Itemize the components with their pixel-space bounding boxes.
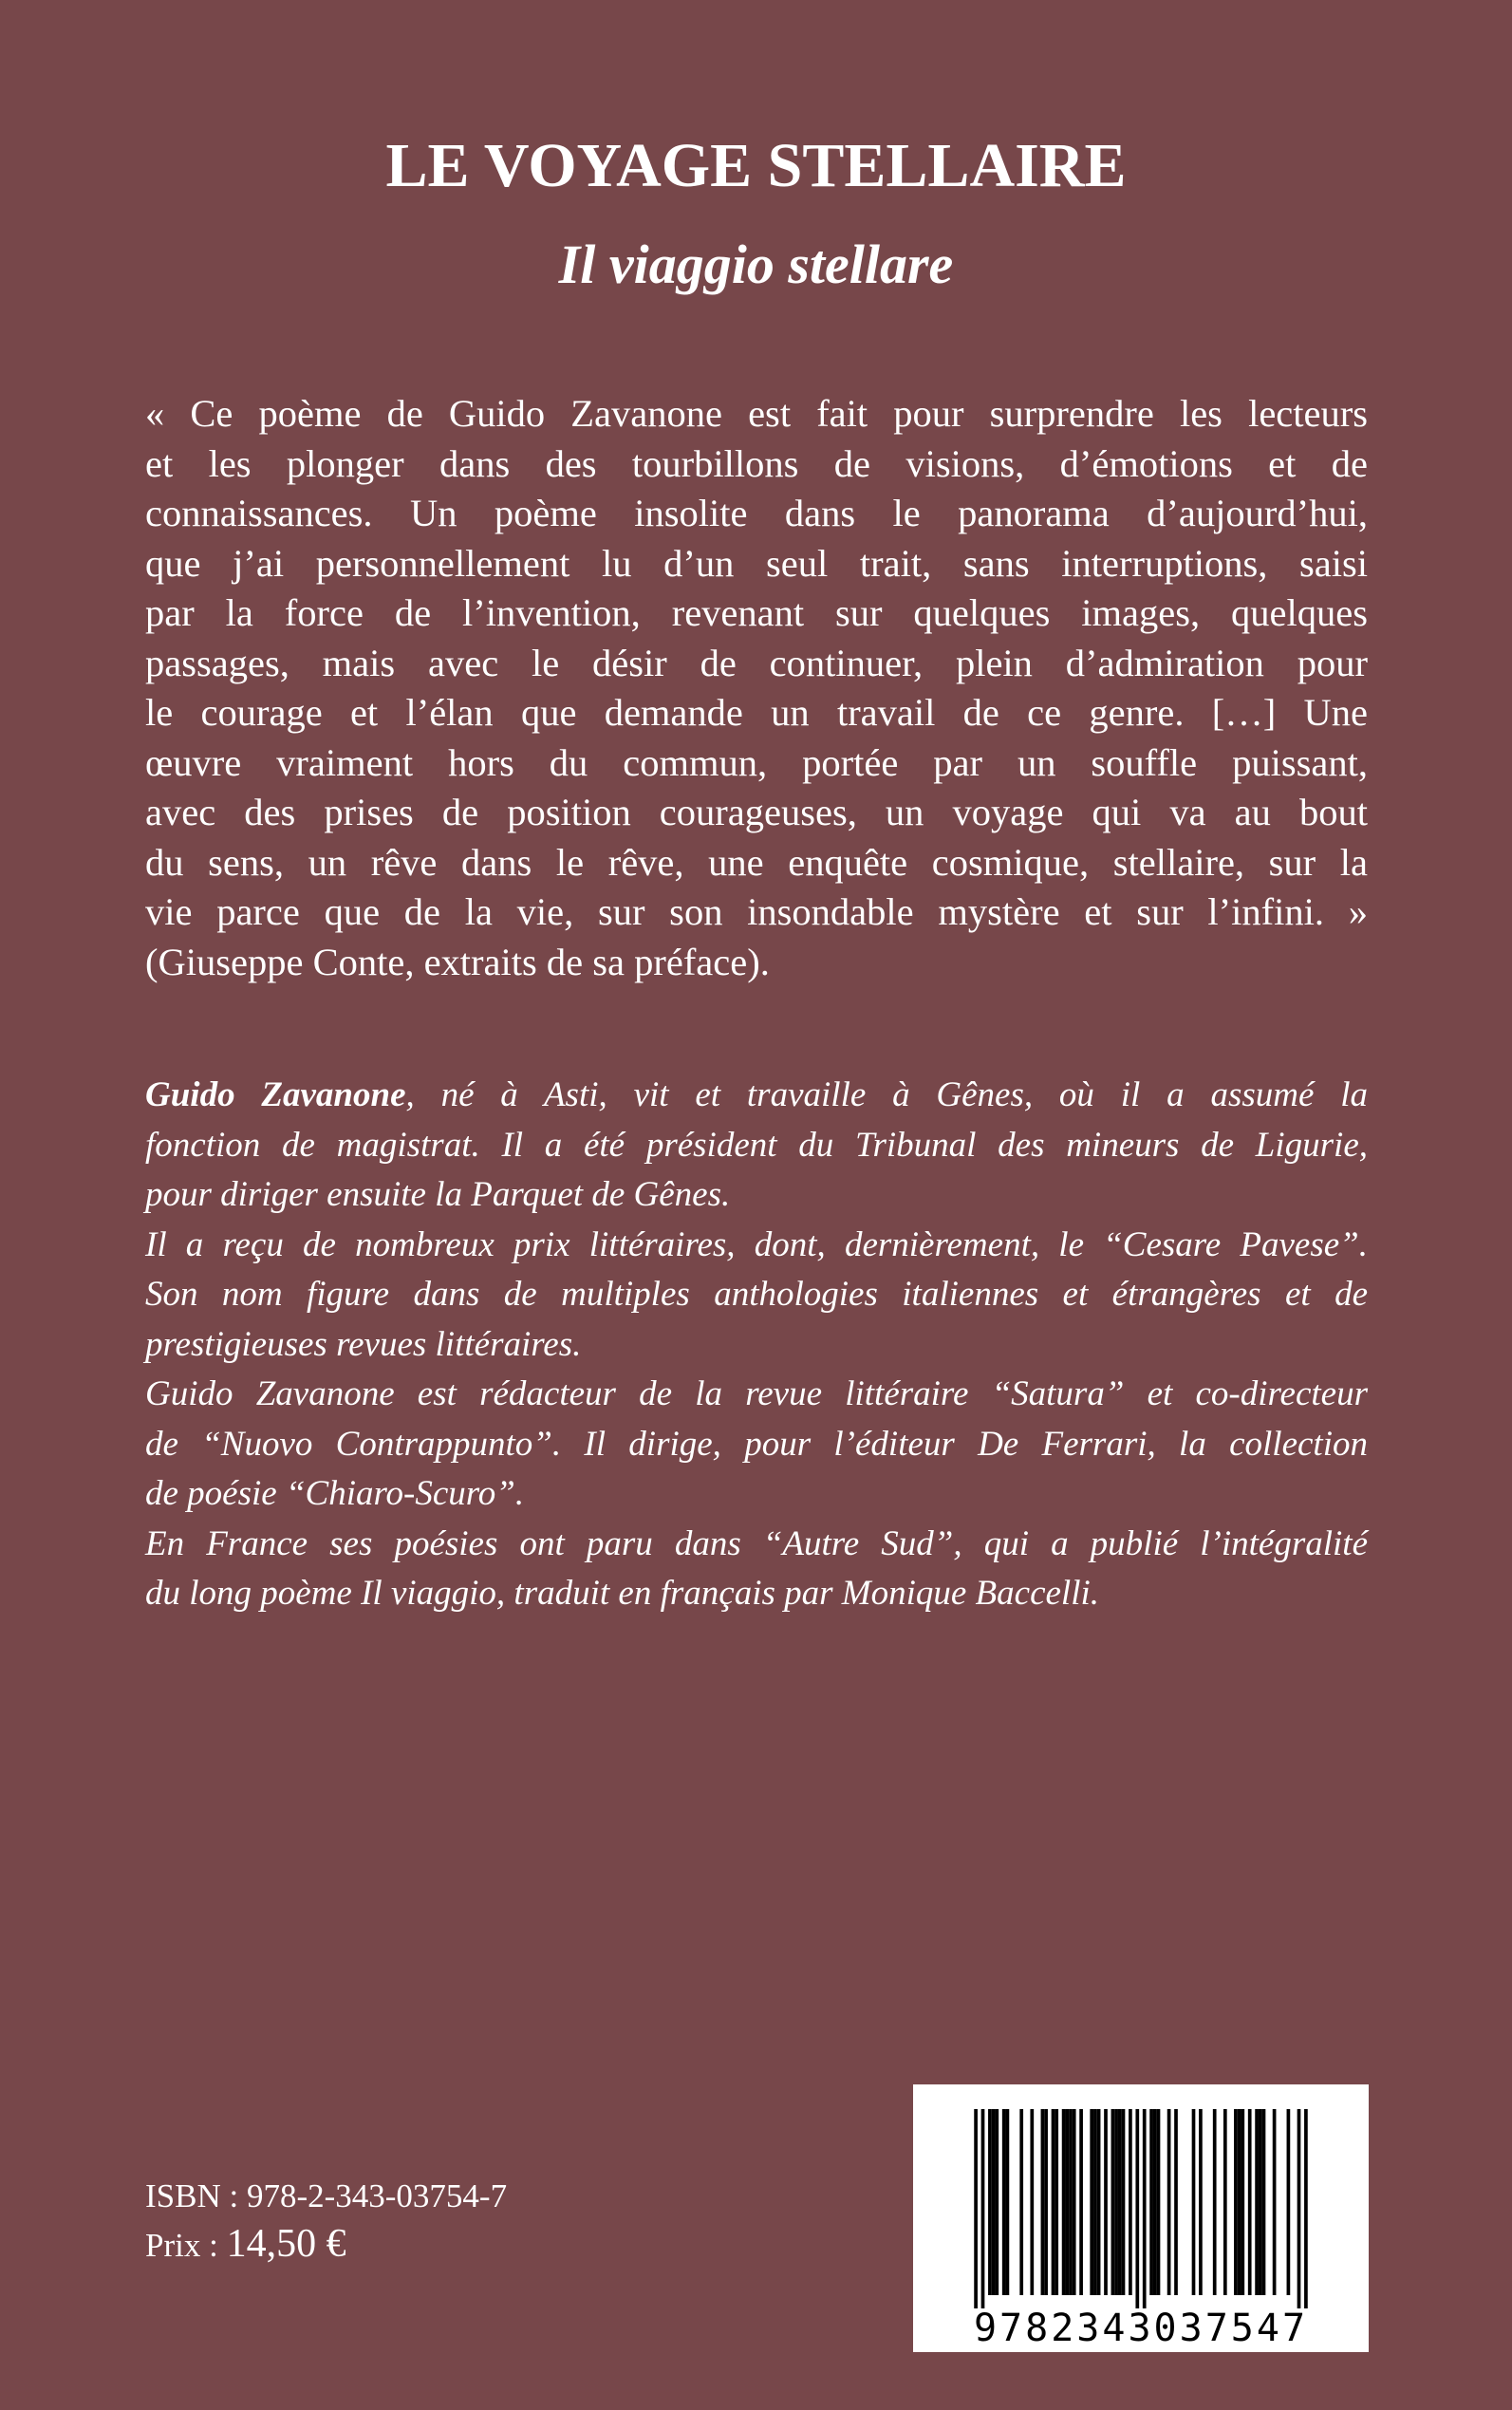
bio-line: Il a reçu de nombreux prix littéraires, dont, dernièrement, le “Cesare Pavese”. <box>145 1224 1368 1264</box>
barcode-bar <box>1052 2109 1055 2295</box>
barcode-bar <box>1234 2109 1238 2295</box>
barcode-bar <box>1259 2109 1262 2295</box>
barcode-bar <box>1069 2109 1073 2295</box>
barcode-bar <box>1304 2109 1308 2308</box>
bio-line: de “Nuovo Contrappunto”. Il dirige, pour l’éditeur De Ferrari, la collection <box>145 1424 1368 1464</box>
preface-quote <box>145 389 1368 987</box>
barcode-bar <box>1044 2109 1048 2295</box>
barcode-bars <box>974 2109 1308 2308</box>
quote-line: du sens, un rêve dans le rêve, une enquête cosmique, stellaire, sur la <box>145 840 1368 884</box>
book-title: LE VOYAGE STELLAIRE <box>385 131 1127 200</box>
barcode-bar <box>1055 2109 1058 2295</box>
barcode-bar <box>1122 2109 1126 2295</box>
barcode-bar <box>1093 2109 1097 2295</box>
quote-line: passages, mais avec le désir de continuer, plein d’admiration pour <box>145 641 1368 684</box>
bio-line: de poésie “Chiaro-Scuro”. <box>145 1474 525 1513</box>
bio-line: Guido Zavanone est rédacteur de la revue littéraire “Satura” et co-directeur <box>145 1374 1368 1413</box>
barcode-bar <box>981 2109 985 2308</box>
bio-line: Son nom figure dans de multiples anthologies italiennes et étrangères et de <box>145 1275 1368 1314</box>
barcode-bar <box>1118 2109 1122 2295</box>
barcode-bar <box>1065 2109 1069 2295</box>
barcode-bar <box>1213 2109 1217 2295</box>
isbn: ISBN : 978-2-343-03754-7 <box>145 2177 508 2214</box>
barcode-bar <box>1019 2109 1023 2295</box>
barcode-bar <box>1030 2109 1034 2295</box>
barcode-bar <box>1041 2109 1045 2295</box>
barcode-bar <box>1114 2109 1118 2295</box>
price-label: Prix : <box>145 2227 227 2264</box>
barcode-bar <box>1223 2109 1227 2295</box>
barcode-bar <box>1199 2109 1203 2295</box>
barcode-bar <box>1174 2109 1178 2295</box>
barcode-bar <box>1297 2109 1301 2308</box>
book-subtitle: Il viaggio stellare <box>558 234 954 295</box>
barcode-bar <box>1073 2109 1076 2295</box>
barcode-bar <box>974 2109 978 2308</box>
barcode-bar <box>1090 2109 1093 2295</box>
bio-line: pour diriger ensuite la Parquet de Gênes. <box>145 1175 731 1214</box>
barcode-bar <box>1273 2109 1277 2295</box>
quote-line: avec des prises de position courageuses, un voyage qui va au bout <box>145 791 1368 833</box>
barcode-bar <box>995 2109 999 2295</box>
bio-first-line-text: , né à Asti, vit et travaille à Gênes, où il a assumé la <box>405 1075 1368 1114</box>
barcode-bar <box>1079 2109 1083 2295</box>
bio-line: prestigieuses revues littéraires. <box>145 1324 582 1364</box>
barcode-bar <box>1111 2109 1115 2295</box>
barcode <box>913 2084 1369 2352</box>
quote-line: vie parce que de la vie, sur son insondable mystère et sur l’infini. » <box>145 890 1368 933</box>
quote-line: et les plonger dans des tourbillons de visions, d’émotions et de <box>145 441 1368 485</box>
barcode-digits: 9782343037547 <box>973 2307 1309 2350</box>
quote-line: connaissances. Un poème insolite dans le panorama d’aujourd’hui, <box>145 492 1368 534</box>
barcode-bar <box>1129 2109 1132 2295</box>
author-name: Guido Zavanone <box>145 1075 406 1114</box>
quote-line: que j’ai personnellement lu d’un seul trait, sans interruptions, saisi <box>145 541 1368 585</box>
author-biography <box>145 1071 1368 1619</box>
barcode-bar <box>1104 2109 1108 2295</box>
barcode-bar <box>992 2109 996 2295</box>
price-value: 14,50 € <box>226 2222 346 2266</box>
bio-line: du long poème Il viaggio, traduit en français par Monique Baccelli. <box>145 1574 1099 1613</box>
barcode-bar <box>1157 2109 1161 2295</box>
barcode-bar <box>1255 2109 1259 2295</box>
barcode-bar <box>1287 2109 1291 2295</box>
quote-line: œuvre vraiment hors du commun, portée par un souffle puissant, <box>145 740 1368 784</box>
quote-line: le courage et l’élan que demande un travail de ce genre. […] Une <box>145 691 1368 734</box>
barcode-bar <box>1248 2109 1252 2295</box>
quote-line: « Ce poème de Guido Zavanone est fait pour surprendre les lecteurs <box>145 392 1368 435</box>
quote-attribution: (Giuseppe Conte, extraits de sa préface). <box>145 940 770 983</box>
barcode-bar <box>1143 2109 1147 2308</box>
barcode-bar <box>1167 2109 1171 2295</box>
bio-line: En France ses poésies ont paru dans “Autre Sud”, qui a publié l’intégralité <box>145 1523 1368 1563</box>
barcode-bar <box>1097 2109 1101 2295</box>
barcode-bar <box>988 2109 992 2295</box>
barcode-bar <box>1192 2109 1196 2295</box>
barcode-bar <box>1153 2109 1157 2295</box>
barcode-bar <box>1135 2109 1139 2308</box>
barcode-bar <box>1006 2109 1010 2295</box>
barcode-bar <box>1062 2109 1066 2295</box>
barcode-bar <box>1002 2109 1006 2295</box>
barcode-bar <box>1238 2109 1241 2295</box>
quote-line: par la force de l’invention, revenant sur quelques images, quelques <box>145 591 1368 634</box>
price <box>145 2221 346 2269</box>
bio-line: fonction de magistrat. Il a été président du Tribunal des mineurs de Ligurie, <box>145 1125 1368 1165</box>
barcode-graphic <box>913 2084 1369 2352</box>
barcode-bar <box>1149 2109 1153 2295</box>
barcode-bar <box>1262 2109 1266 2295</box>
bio-first-line <box>145 1071 1368 1121</box>
barcode-bar <box>1241 2109 1244 2295</box>
